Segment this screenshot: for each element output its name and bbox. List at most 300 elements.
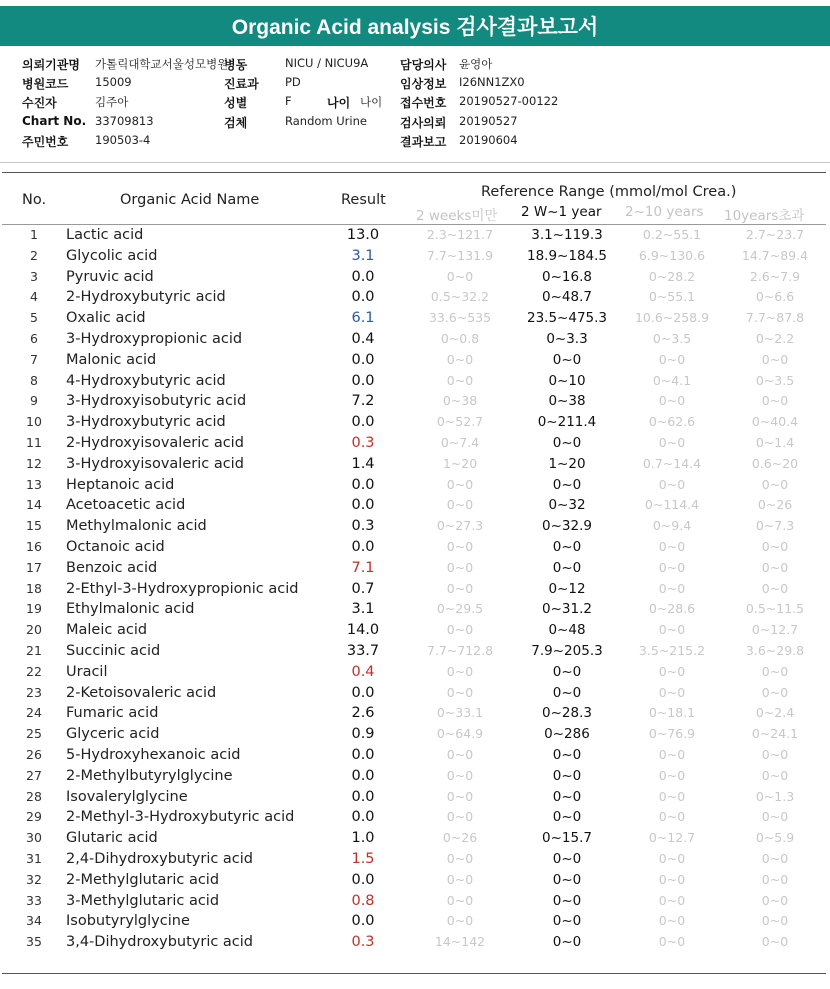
row-no: 2	[30, 247, 38, 263]
row-result: 0.0	[351, 809, 375, 826]
row-ref-2-10y: 0~0	[658, 871, 686, 887]
row-ref-2-10y: 0~0	[658, 622, 686, 638]
value-receipt-no: 20190527-00122	[459, 94, 559, 108]
table-row	[0, 787, 830, 808]
table-row	[0, 849, 830, 870]
label-report-date: 결과보고	[400, 135, 447, 149]
table-row	[0, 350, 830, 371]
row-ref-over-10y: 14.7~89.4	[741, 247, 809, 263]
row-no: 34	[26, 913, 42, 929]
row-ref-2-10y: 0~0	[658, 580, 686, 596]
row-ref-over-10y: 7.7~87.8	[745, 310, 805, 326]
table-row	[0, 495, 830, 516]
row-ref-2-10y: 0~28.6	[648, 601, 696, 617]
row-ref-under-2-weeks: 0~27.3	[436, 518, 484, 534]
row-no: 3	[30, 268, 38, 284]
row-result: 0.0	[351, 372, 375, 389]
row-result: 14.0	[346, 622, 380, 639]
label-resident-no: 주민번호	[22, 135, 69, 149]
row-ref-over-10y: 0~0	[761, 580, 789, 596]
row-acid-name: 2-Methylbutyrylglycine	[66, 767, 233, 784]
row-no: 1	[30, 227, 38, 242]
row-acid-name: 3-Hydroxypropionic acid	[66, 331, 243, 347]
row-ref-under-2-weeks: 0~0	[446, 663, 474, 679]
row-ref-2-10y: 0~28.2	[648, 268, 696, 284]
row-ref-over-10y: 0~0	[761, 809, 789, 825]
row-ref-2-10y: 0~0	[658, 809, 686, 825]
row-ref-2w-1y: 0~10	[548, 372, 586, 389]
sub-header-2-10y: 2~10 years	[625, 204, 704, 220]
value-chart-no: 33709813	[95, 114, 154, 128]
row-no: 26	[26, 747, 42, 762]
row-acid-name: 3-Hydroxyisovaleric acid	[66, 455, 244, 472]
col-header-name: Organic Acid Name	[120, 192, 260, 208]
row-no: 33	[26, 892, 42, 908]
row-acid-name: Lactic acid	[66, 227, 144, 243]
row-ref-under-2-weeks: 2.3~121.7	[426, 227, 494, 242]
row-ref-2-10y: 0~0	[658, 788, 686, 804]
row-result: 3.1	[351, 601, 375, 618]
row-ref-2w-1y: 0~31.2	[542, 601, 592, 618]
row-ref-over-10y: 0~0	[761, 871, 789, 887]
row-result: 0.0	[351, 747, 375, 763]
row-ref-2w-1y: 18.9~184.5	[526, 247, 608, 264]
row-ref-2w-1y: 0~48.7	[542, 289, 592, 306]
row-no: 19	[26, 601, 42, 617]
label-ward: 병동	[224, 58, 248, 72]
section-divider	[0, 162, 830, 163]
table-row	[0, 745, 830, 766]
col-header-no: No.	[22, 192, 47, 208]
row-acid-name: 2-Ketoisovaleric acid	[66, 684, 217, 701]
row-result: 0.0	[351, 497, 375, 514]
row-no: 22	[26, 663, 42, 679]
row-no: 15	[26, 518, 42, 534]
value-report-date: 20190604	[459, 133, 518, 147]
row-ref-under-2-weeks: 0~0	[446, 788, 474, 804]
row-result: 2.6	[351, 705, 375, 722]
row-ref-under-2-weeks: 0~64.9	[436, 726, 484, 742]
row-ref-under-2-weeks: 0~0	[446, 851, 474, 866]
patient-info	[22, 56, 812, 152]
row-ref-under-2-weeks: 0~26	[442, 830, 478, 846]
row-ref-over-10y: 0~0	[761, 684, 789, 700]
label-doctor: 담당의사	[400, 58, 447, 72]
row-no: 24	[26, 705, 42, 721]
row-acid-name: Oxalic acid	[66, 310, 146, 327]
report-title: Organic Acid analysis 검사결과보고서	[231, 16, 599, 39]
row-ref-over-10y: 0.5~11.5	[745, 601, 805, 617]
value-age: 나이	[360, 95, 383, 109]
table-row	[0, 932, 830, 953]
row-ref-over-10y: 2.6~7.9	[749, 268, 801, 284]
label-institution: 의뢰기관명	[22, 58, 80, 72]
row-ref-2-10y: 0~0	[658, 747, 686, 762]
row-no: 32	[26, 871, 42, 887]
label-patient: 수진자	[22, 96, 57, 110]
table-row	[0, 329, 830, 350]
table-row	[0, 807, 830, 828]
row-ref-2w-1y: 0~0	[552, 913, 582, 930]
row-ref-under-2-weeks: 0~0	[446, 622, 474, 638]
row-ref-under-2-weeks: 0~0	[446, 913, 474, 929]
table-row	[0, 891, 830, 912]
row-ref-over-10y: 0~26	[757, 497, 793, 513]
table-row	[0, 225, 830, 246]
row-ref-2-10y: 10.6~258.9	[634, 310, 710, 326]
row-acid-name: Acetoacetic acid	[66, 497, 186, 514]
value-patient: 김주아	[95, 95, 129, 109]
row-no: 9	[30, 393, 38, 409]
row-ref-over-10y: 3.6~29.8	[745, 643, 805, 658]
row-ref-over-10y: 2.7~23.7	[745, 227, 805, 242]
table-row	[0, 662, 830, 683]
row-ref-over-10y: 0~1.3	[755, 788, 795, 804]
row-ref-under-2-weeks: 0~0.8	[440, 331, 480, 346]
row-ref-2w-1y: 0~286	[544, 726, 590, 743]
table-row	[0, 599, 830, 620]
row-no: 18	[26, 580, 42, 596]
row-result: 7.1	[351, 559, 375, 576]
row-ref-2-10y: 0~0	[658, 351, 686, 367]
row-no: 4	[30, 289, 38, 305]
table-row	[0, 579, 830, 600]
row-no: 8	[30, 372, 38, 388]
row-acid-name: Glutaric acid	[66, 830, 158, 847]
row-ref-over-10y: 0~0	[761, 393, 789, 409]
row-ref-2-10y: 6.9~130.6	[638, 247, 706, 263]
table-row	[0, 287, 830, 308]
row-ref-over-10y: 0~0	[761, 351, 789, 367]
row-ref-2-10y: 3.5~215.2	[638, 643, 706, 658]
row-ref-under-2-weeks: 0~0	[446, 476, 474, 492]
row-result: 0.0	[351, 788, 375, 805]
table-row	[0, 911, 830, 932]
row-no: 25	[26, 726, 42, 742]
row-ref-2w-1y: 0~28.3	[542, 705, 592, 722]
row-ref-2w-1y: 0~32.9	[542, 518, 592, 535]
table-row	[0, 308, 830, 329]
row-ref-2-10y: 0~4.1	[652, 372, 692, 388]
row-ref-2-10y: 0~0	[658, 476, 686, 492]
row-no: 30	[26, 830, 42, 846]
row-ref-over-10y: 0.6~20	[751, 455, 799, 471]
col-header-result: Result	[341, 192, 386, 208]
row-ref-under-2-weeks: 1~20	[442, 455, 478, 471]
value-institution: 가톨릭대학교서울성모병원	[95, 57, 229, 71]
value-ward: NICU / NICU9A	[285, 56, 369, 70]
row-ref-under-2-weeks: 0~29.5	[436, 601, 484, 617]
row-result: 33.7	[346, 643, 380, 659]
row-no: 11	[26, 435, 42, 450]
row-result: 0.0	[351, 268, 375, 285]
row-ref-over-10y: 0~2.4	[755, 705, 795, 721]
row-acid-name: Uracil	[66, 663, 108, 680]
row-ref-under-2-weeks: 0~0	[446, 580, 474, 596]
row-ref-2-10y: 0~0	[658, 539, 686, 554]
row-ref-2-10y: 0~0	[658, 892, 686, 908]
row-acid-name: 2,4-Dihydroxybutyric acid	[66, 851, 254, 867]
row-result: 0.0	[351, 913, 375, 930]
row-ref-over-10y: 0~0	[761, 851, 789, 866]
table-row	[0, 724, 830, 745]
row-no: 21	[26, 643, 42, 658]
row-ref-2w-1y: 0~12	[548, 580, 586, 597]
row-acid-name: 3-Hydroxyisobutyric acid	[66, 393, 247, 410]
row-ref-over-10y: 0~0	[761, 934, 789, 950]
row-ref-under-2-weeks: 0~0	[446, 497, 474, 513]
row-ref-2-10y: 0~12.7	[648, 830, 696, 846]
row-ref-under-2-weeks: 0~0	[446, 351, 474, 367]
row-ref-2w-1y: 0~0	[552, 788, 582, 805]
label-sex: 성별	[224, 96, 248, 110]
row-result: 0.0	[351, 539, 375, 555]
row-ref-2-10y: 0~0	[658, 435, 686, 450]
row-ref-2-10y: 0~9.4	[652, 518, 692, 534]
row-ref-2w-1y: 0~0	[552, 476, 582, 493]
row-ref-2-10y: 0~0	[658, 559, 686, 575]
row-no: 17	[26, 559, 42, 575]
row-ref-under-2-weeks: 0~0	[446, 539, 474, 554]
row-no: 28	[26, 788, 42, 804]
row-result: 0.7	[351, 580, 375, 597]
row-ref-2w-1y: 0~211.4	[537, 414, 597, 431]
row-ref-under-2-weeks: 0.5~32.2	[430, 289, 490, 305]
row-ref-2-10y: 0~0	[658, 934, 686, 950]
row-no: 23	[26, 684, 42, 700]
row-acid-name: Succinic acid	[66, 643, 161, 659]
row-acid-name: 4-Hydroxybutyric acid	[66, 372, 226, 389]
row-result: 0.0	[351, 414, 375, 431]
row-ref-under-2-weeks: 0~38	[442, 393, 478, 409]
row-ref-2w-1y: 7.9~205.3	[531, 643, 603, 659]
row-result: 0.8	[351, 892, 375, 909]
row-no: 6	[30, 331, 38, 346]
row-result: 0.4	[351, 663, 375, 680]
row-ref-under-2-weeks: 0~0	[446, 559, 474, 575]
label-age: 나이	[327, 96, 351, 110]
table-row	[0, 391, 830, 412]
row-acid-name: 2-Ethyl-3-Hydroxypropionic acid	[66, 580, 299, 597]
row-ref-2w-1y: 0~0	[552, 871, 582, 888]
row-ref-over-10y: 0~2.2	[755, 331, 795, 346]
row-no: 7	[30, 351, 38, 367]
row-acid-name: Isobutyrylglycine	[66, 913, 190, 930]
label-request-date: 검사의뢰	[400, 116, 447, 130]
row-no: 10	[26, 414, 42, 430]
label-specimen: 검체	[224, 116, 248, 130]
row-ref-over-10y: 0~1.4	[755, 435, 795, 450]
row-ref-under-2-weeks: 0~0	[446, 747, 474, 762]
label-hospital-code: 병원코드	[22, 77, 69, 91]
row-result: 13.0	[346, 227, 380, 243]
label-clinical-info: 임상정보	[400, 77, 447, 91]
sub-header-2w-1y: 2 W~1 year	[521, 204, 602, 220]
row-ref-under-2-weeks: 0~0	[446, 767, 474, 783]
row-ref-over-10y: 0~0	[761, 663, 789, 679]
table-row	[0, 828, 830, 849]
row-ref-over-10y: 0~3.5	[755, 372, 795, 388]
value-resident-no: 190503-4	[95, 133, 151, 147]
row-acid-name: Benzoic acid	[66, 559, 158, 576]
row-acid-name: Glycolic acid	[66, 247, 158, 264]
table-row	[0, 267, 830, 288]
row-acid-name: Fumaric acid	[66, 705, 159, 722]
table-row	[0, 433, 830, 454]
row-ref-2w-1y: 23.5~475.3	[526, 310, 608, 327]
table-row	[0, 475, 830, 496]
row-ref-under-2-weeks: 0~0	[446, 892, 474, 908]
row-ref-under-2-weeks: 7.7~712.8	[426, 643, 494, 658]
row-ref-over-10y: 0~0	[761, 476, 789, 492]
row-ref-over-10y: 0~24.1	[751, 726, 799, 742]
row-result: 0.0	[351, 351, 375, 368]
sub-header-over-10y: 10years초과	[724, 208, 805, 224]
value-hospital-code: 15009	[95, 75, 132, 89]
row-no: 13	[26, 476, 42, 492]
table-row	[0, 766, 830, 787]
table-row	[0, 558, 830, 579]
label-chart-no: Chart No.	[22, 114, 87, 128]
row-ref-over-10y: 0~5.9	[755, 830, 795, 846]
row-ref-2w-1y: 0~0	[552, 934, 582, 951]
table-row	[0, 620, 830, 641]
table-row	[0, 641, 830, 662]
table-row	[0, 870, 830, 891]
row-acid-name: 3-Methylglutaric acid	[66, 892, 220, 909]
table-row	[0, 246, 830, 267]
row-ref-2w-1y: 0~0	[552, 539, 582, 555]
row-acid-name: 2-Methyl-3-Hydroxybutyric acid	[66, 809, 295, 826]
row-result: 0.0	[351, 767, 375, 784]
row-result: 0.3	[351, 435, 375, 451]
row-ref-2w-1y: 0~0	[552, 851, 582, 867]
label-department: 진료과	[224, 77, 259, 91]
table-row	[0, 412, 830, 433]
row-ref-2w-1y: 0~0	[552, 747, 582, 763]
row-acid-name: 2-Hydroxyisovaleric acid	[66, 435, 244, 451]
row-ref-2w-1y: 0~0	[552, 809, 582, 826]
row-ref-over-10y: 0~0	[761, 913, 789, 929]
row-ref-over-10y: 0~6.6	[755, 289, 795, 305]
row-ref-2w-1y: 1~20	[548, 455, 586, 472]
row-ref-2-10y: 0~55.1	[648, 289, 696, 305]
row-ref-under-2-weeks: 14~142	[434, 934, 486, 950]
row-ref-2w-1y: 0~16.8	[542, 268, 592, 285]
row-ref-2w-1y: 0~3.3	[546, 331, 588, 347]
row-result: 1.4	[351, 455, 375, 472]
row-acid-name: Ethylmalonic acid	[66, 601, 195, 618]
row-acid-name: 5-Hydroxyhexanoic acid	[66, 747, 241, 763]
row-ref-2-10y: 0~62.6	[648, 414, 696, 430]
row-result: 7.2	[351, 393, 375, 410]
row-ref-2w-1y: 0~0	[552, 684, 582, 701]
row-ref-2-10y: 0~0	[658, 767, 686, 783]
row-ref-2w-1y: 0~38	[548, 393, 586, 410]
row-result: 1.5	[351, 851, 375, 867]
row-result: 0.3	[351, 934, 375, 951]
label-receipt-no: 접수번호	[400, 96, 447, 110]
report-title-bar	[0, 6, 830, 46]
row-ref-2-10y: 0.2~55.1	[642, 227, 702, 242]
row-ref-2w-1y: 0~0	[552, 892, 582, 909]
col-header-reference-range: Reference Range (mmol/mol Crea.)	[481, 184, 737, 200]
row-ref-under-2-weeks: 7.7~131.9	[426, 247, 494, 263]
row-no: 31	[26, 851, 42, 866]
row-ref-2w-1y: 0~48	[548, 622, 586, 639]
table-row	[0, 703, 830, 724]
row-result: 0.0	[351, 476, 375, 493]
row-acid-name: 2-Hydroxybutyric acid	[66, 289, 226, 306]
row-ref-over-10y: 0~0	[761, 559, 789, 575]
row-acid-name: 2-Methylglutaric acid	[66, 871, 220, 888]
row-result: 0.9	[351, 726, 375, 743]
table-row	[0, 371, 830, 392]
row-ref-under-2-weeks: 0~0	[446, 684, 474, 700]
row-ref-under-2-weeks: 33.6~535	[428, 310, 492, 326]
row-result: 0.4	[351, 331, 375, 347]
table-row	[0, 454, 830, 475]
row-result: 0.0	[351, 684, 375, 701]
row-ref-2-10y: 0~0	[658, 684, 686, 700]
row-ref-2-10y: 0~0	[658, 393, 686, 409]
value-request-date: 20190527	[459, 114, 518, 128]
row-ref-2w-1y: 0~0	[552, 559, 582, 576]
row-result: 0.0	[351, 871, 375, 888]
row-ref-2-10y: 0~18.1	[648, 705, 696, 721]
row-ref-2-10y: 0~3.5	[652, 331, 692, 346]
row-acid-name: Methylmalonic acid	[66, 518, 207, 535]
table-row	[0, 537, 830, 558]
row-result: 3.1	[351, 247, 375, 264]
row-ref-2w-1y: 0~0	[552, 663, 582, 680]
row-ref-2-10y: 0~0	[658, 663, 686, 679]
row-ref-2w-1y: 0~0	[552, 435, 582, 451]
value-department: PD	[285, 75, 301, 89]
row-ref-under-2-weeks: 0~0	[446, 268, 474, 284]
row-no: 12	[26, 455, 42, 471]
row-ref-over-10y: 0~7.3	[755, 518, 795, 534]
row-ref-2w-1y: 0~0	[552, 767, 582, 784]
row-ref-over-10y: 0~0	[761, 539, 789, 554]
row-ref-2-10y: 0.7~14.4	[642, 455, 702, 471]
row-ref-2-10y: 0~76.9	[648, 726, 696, 742]
row-result: 0.3	[351, 518, 375, 535]
row-no: 16	[26, 539, 42, 554]
row-acid-name: Octanoic acid	[66, 539, 165, 555]
table-row	[0, 683, 830, 704]
row-ref-over-10y: 0~0	[761, 747, 789, 762]
row-no: 35	[26, 934, 42, 950]
row-ref-2-10y: 0~0	[658, 913, 686, 929]
row-no: 20	[26, 622, 42, 638]
row-ref-2w-1y: 0~32	[548, 497, 586, 514]
row-ref-2-10y: 0~114.4	[644, 497, 700, 513]
row-no: 14	[26, 497, 42, 513]
row-acid-name: 3,4-Dihydroxybutyric acid	[66, 934, 254, 951]
value-specimen: Random Urine	[285, 114, 367, 128]
row-ref-over-10y: 0~0	[761, 892, 789, 908]
row-acid-name: Pyruvic acid	[66, 268, 154, 285]
row-acid-name: Isovalerylglycine	[66, 788, 188, 805]
row-acid-name: Maleic acid	[66, 622, 148, 639]
row-ref-over-10y: 0~40.4	[751, 414, 799, 430]
row-result: 0.0	[351, 289, 375, 306]
row-ref-2w-1y: 0~15.7	[542, 830, 592, 847]
value-doctor: 윤영아	[459, 57, 493, 71]
row-ref-under-2-weeks: 0~0	[446, 372, 474, 388]
row-ref-under-2-weeks: 0~33.1	[436, 705, 484, 721]
